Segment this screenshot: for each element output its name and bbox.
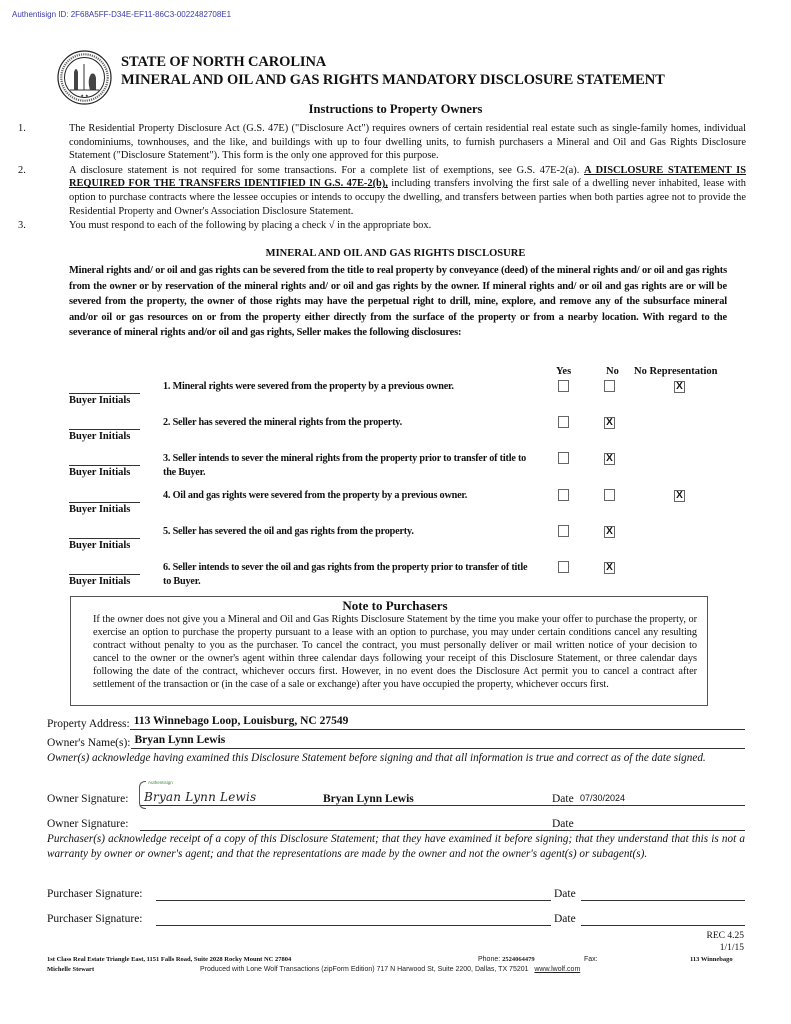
owner-date-line[interactable]: [578, 805, 745, 806]
buyer-initials-label: Buyer Initials: [69, 395, 131, 406]
owners-name-field: [47, 733, 745, 749]
note-body: If the owner does not give you a Mineral and Oil and Gas Rights Disclosure Statement by the time you make your offer to purchase the property, or exercise an option to purchase the property pursuant to a lease with an option to purchase, you may under certain conditions cancel any resulting contract without penalty to you as the purchaser. To cancel the contract, you must personally deliver or mail written notice of your decision to cancel to the owner or the owner's agent within three calendar days following your receipt of this Disclosure Statement, or three calendar days following the date of the contract, whichever occurs first. However, in no event does the Disclosure Act permit you to cancel a contract after settlement of the transaction or (in the case of a sale or exchange) after you have occupied the property, whichever occurs first.: [93, 614, 697, 690]
owners-name-value[interactable]: Bryan Lynn Lewis: [131, 733, 745, 749]
state-heading: STATE OF NORTH CAROLINA: [121, 54, 327, 70]
authentisign-tag: Authentisign: [148, 780, 173, 785]
buyer-initials-line[interactable]: [69, 574, 140, 575]
owner-signature-cursive: Bryan Lynn Lewis: [144, 790, 257, 804]
buyer-initials-label: Buyer Initials: [69, 540, 131, 551]
purchaser-acknowledgement: Purchaser(s) acknowledge receipt of a copy of this Disclosure Statement; that they have examined it before signing; that they understand that this is not a warranty by owner or owner's agent; and that the representations are made by the owner and not the owner's agent(s) or subagent(s).: [47, 833, 745, 860]
yes-checkbox[interactable]: [558, 525, 569, 537]
no-checkbox[interactable]: X: [604, 453, 615, 465]
form-code-block: [707, 930, 744, 954]
buyer-initials-label: Buyer Initials: [69, 576, 131, 587]
instruction-item: 1. The Residential Property Disclosure Act (G.S. 47E) ("Disclosure Act") requires owners of certain residential real estate such as single-family homes, individual condominiums, townhouses, and the like, and buildings with up to four dwelling units, to furnish purchasers a Mineral and Oil and Gas Rights Disclosure Statement ("Disclosure Statement"). This form is the only one approved for this purpose.: [18, 123, 746, 162]
document-title-block: [121, 53, 665, 89]
question-text: 5. Seller has severed the oil and gas rights from the property.: [163, 526, 414, 537]
buyer-initials-label: Buyer Initials: [69, 467, 131, 478]
owner-signature-row-1: [47, 780, 745, 806]
form-title: MINERAL AND OIL AND GAS RIGHTS MANDATORY DISCLOSURE STATEMENT: [121, 72, 665, 88]
question-row-4: [0, 487, 791, 523]
svg-text:★ ★: ★ ★: [80, 93, 89, 98]
owner-date-value: 07/30/2024: [580, 793, 626, 803]
phone-field: [478, 956, 535, 963]
property-address-value[interactable]: 113 Winnebago Loop, Louisburg, NC 27549: [130, 714, 745, 730]
instruction-item: 2. A disclosure statement is not required for some transactions. For a complete list of exemptions, see G.S. 47E-2(a). A DISCLOSURE STATEMENT IS REQUIRED FOR THE TRANSFERS IDENTIFIED IN G.S. 47E-2(b), including transfers involving the first sale of a dwelling never inhabited, lease with option to purchase contracts where the lessee occupies or intends to occupy the dwelling, and transfers between parties when both parties agree not to provide the Residential Property and Owner's Association Disclosure Statement.: [18, 164, 747, 217]
date-label: Date: [554, 888, 576, 900]
column-no: No: [606, 366, 619, 377]
yes-checkbox[interactable]: [558, 452, 569, 464]
purchaser-signature-row-1: [47, 884, 745, 901]
nc-seal-icon: [57, 50, 112, 105]
no-checkbox[interactable]: X: [604, 562, 615, 574]
purchaser-signature-line[interactable]: [156, 900, 551, 901]
file-name: 113 Winnebago: [690, 956, 733, 963]
instructions-list: [18, 122, 746, 234]
owners-name-label: Owner's Name(s):: [47, 737, 131, 749]
question-text: 4. Oil and gas rights were severed from the property by a previous owner.: [163, 490, 468, 501]
disclosure-heading: MINERAL AND OIL AND GAS RIGHTS DISCLOSURE: [265, 248, 526, 259]
buyer-initials-line[interactable]: [69, 465, 140, 466]
yes-checkbox[interactable]: [558, 416, 569, 428]
fax-label: Fax:: [584, 956, 598, 963]
question-row-2: [0, 414, 791, 450]
column-no-representation: No Representation: [634, 366, 718, 377]
owner-signature-row-2: [47, 814, 745, 831]
authentisign-id: Authentisign ID: 2F68A5FF-D34E-EF11-86C3-0022482708E1: [12, 10, 232, 19]
instructions-heading: Instructions to Property Owners: [308, 102, 483, 116]
question-row-5: [0, 523, 791, 559]
yes-checkbox[interactable]: [558, 561, 569, 573]
question-row-1: [0, 378, 791, 414]
purchaser-signature-label: Purchaser Signature:: [47, 888, 143, 900]
purchaser-signature-row-2: [47, 909, 745, 926]
owner-acknowledgement: Owner(s) acknowledge having examined this Disclosure Statement before signing and that all information is true and correct as of the date signed.: [47, 752, 706, 764]
buyer-initials-line[interactable]: [69, 429, 140, 430]
form-code: REC 4.25: [706, 931, 744, 941]
question-text: 2. Seller has severed the mineral rights from the property.: [163, 417, 402, 428]
no-checkbox[interactable]: [604, 380, 615, 392]
date-label: Date: [554, 913, 576, 925]
purchaser-signature-label: Purchaser Signature:: [47, 913, 143, 925]
no-checkbox[interactable]: X: [604, 417, 615, 429]
question-text: 6. Seller intends to sever the oil and gas rights from the property prior to transfer of title to Buyer.: [163, 562, 528, 587]
date-label: Date: [552, 818, 574, 830]
yes-checkbox[interactable]: [558, 380, 569, 392]
question-text: 1. Mineral rights were severed from the property by a previous owner.: [163, 381, 454, 392]
buyer-initials-label: Buyer Initials: [69, 504, 131, 515]
owner-printed-name: Bryan Lynn Lewis: [323, 793, 414, 805]
purchaser-signature-line[interactable]: [156, 925, 551, 926]
buyer-initials-line[interactable]: [69, 538, 140, 539]
owner-signature-line[interactable]: [140, 805, 595, 806]
no-representation-checkbox[interactable]: X: [674, 490, 685, 502]
buyer-initials-label: Buyer Initials: [69, 431, 131, 442]
date-label: Date: [552, 793, 574, 805]
buyer-initials-line[interactable]: [69, 393, 140, 394]
phone-value: 2524064479: [502, 956, 535, 963]
property-address-field: [47, 714, 745, 730]
website-link[interactable]: www.lwolf.com: [534, 966, 581, 973]
no-checkbox[interactable]: X: [604, 526, 615, 538]
column-yes: Yes: [556, 366, 572, 377]
disclosure-intro: Mineral rights and/ or oil and gas rights can be severed from the title to real property by conveyance (deed) of the mineral rights and/ or oil and gas rights from the owner or by reservation of the mineral rights and/ or oil and gas rights by the owner. If mineral rights and/ or oil and gas rights are or will be severed from the property, the owner of those rights may have the perpetual right to drill, mine, explore, and remove any of the subsurface mineral and/or oil or gas resources on or from the property either directly from the surface of the property or from a nearby location. With regard to the severance of mineral rights and/or oil and gas rights, Seller makes the following disclosures:: [69, 265, 727, 338]
phone-label: Phone:: [478, 956, 501, 963]
note-title: Note to Purchasers: [342, 598, 448, 613]
question-row-3: [0, 450, 791, 486]
agent-name: Michelle Stewart: [47, 966, 95, 973]
purchaser-date-line[interactable]: [581, 900, 745, 901]
owner-signature-label: Owner Signature:: [47, 793, 129, 805]
produced-by-line: [200, 966, 580, 973]
owner-signature-label: Owner Signature:: [47, 818, 129, 830]
purchaser-date-line[interactable]: [581, 925, 745, 926]
brokerage-info: 1st Class Real Estate Triangle East, 1151 Falls Road, Suite 2028 Rocky Mount NC 27804: [47, 956, 292, 963]
question-row-6: [0, 559, 791, 595]
question-text: 3. Seller intends to sever the mineral rights from the property prior to transfer of title to the Buyer.: [163, 453, 527, 478]
yes-checkbox[interactable]: [558, 489, 569, 501]
instruction-item: 3. You must respond to each of the following by placing a check √ in the appropriate box.: [18, 220, 432, 232]
note-to-purchasers-box: [70, 596, 708, 706]
buyer-initials-line[interactable]: [69, 502, 140, 503]
produced-by-text: Produced with Lone Wolf Transactions (zipForm Edition) 717 N Harwood St, Suite 2200, Dallas, TX 75201: [200, 966, 529, 973]
owner-signature-line[interactable]: [140, 830, 595, 831]
property-address-label: Property Address:: [47, 718, 130, 730]
required-transfers-emphasis: A DISCLOSURE STATEMENT IS REQUIRED FOR THE TRANSFERS IDENTIFIED IN G.S. 47E-2(b),: [69, 164, 746, 190]
no-checkbox[interactable]: [604, 489, 615, 501]
form-date: 1/1/15: [719, 943, 744, 953]
owner-date-line[interactable]: [580, 830, 745, 831]
no-representation-checkbox[interactable]: X: [674, 381, 685, 393]
